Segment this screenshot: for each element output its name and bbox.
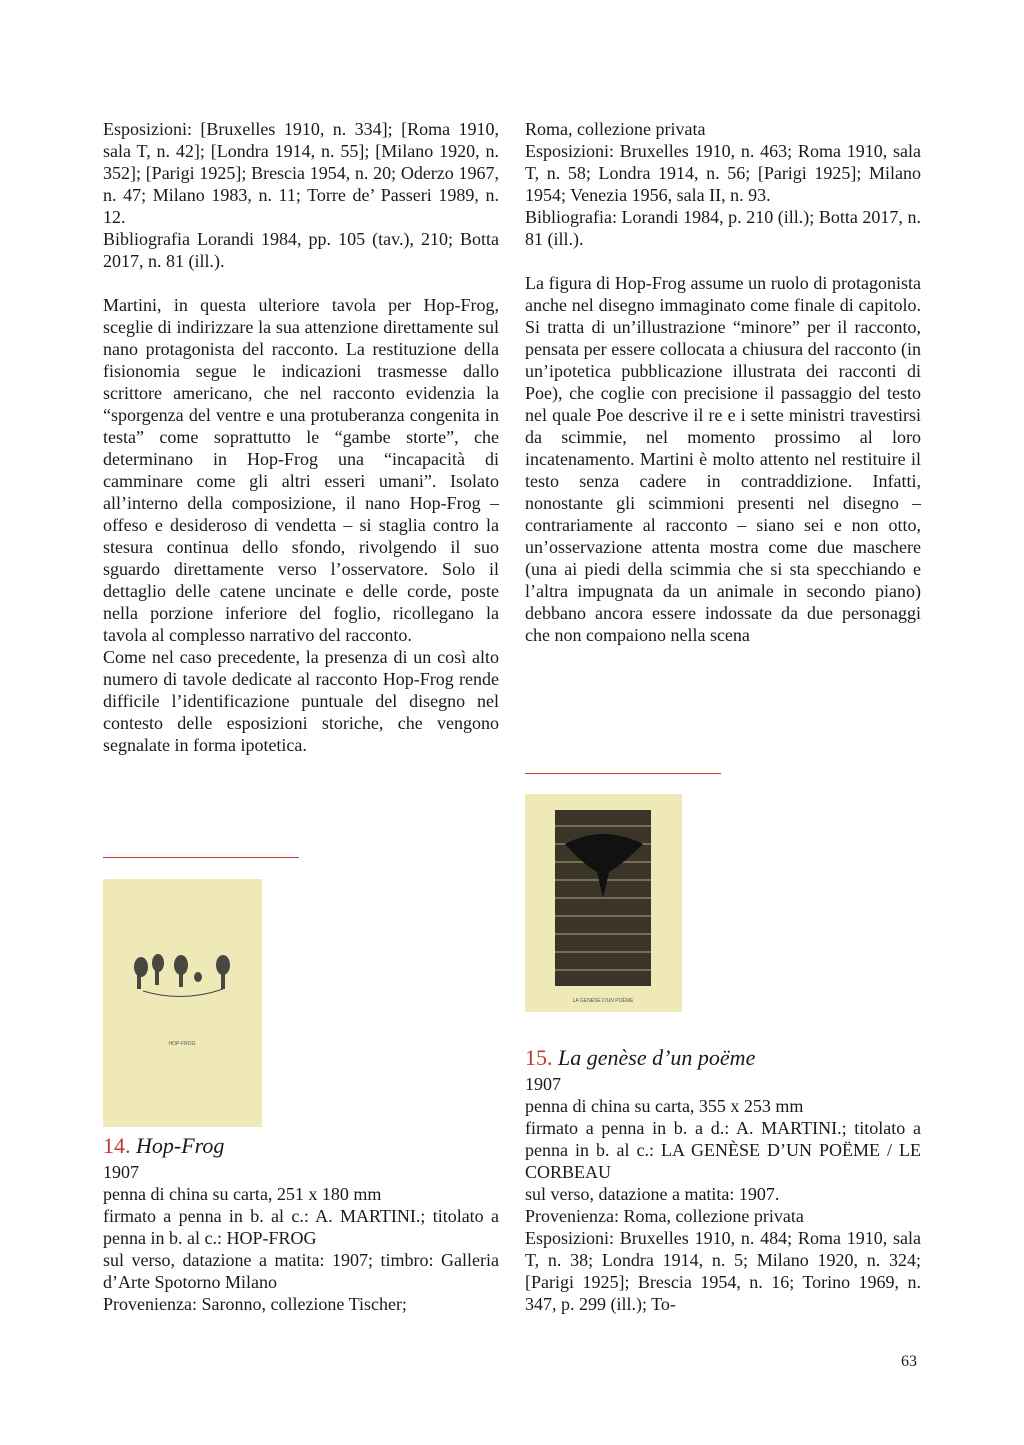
section-divider xyxy=(525,773,721,774)
genese-drawing xyxy=(525,794,682,1012)
entry-14-details xyxy=(103,1161,499,1315)
entry-line: 1907 xyxy=(525,1074,561,1094)
bibliography-text: Bibliografia Lorandi 1984, pp. 105 (tav.), 210; Botta 2017, n. 81 (ill.). xyxy=(103,229,499,271)
exhibitions-text: Esposizioni: Bruxelles 1910, n. 463; Roma 1910, sala T, n. 58; Londra 1914, n. 56; [Parigi 1925]; Milano 1954; Venezia 1956, sala II, n. 93. xyxy=(525,141,921,205)
entry-line: firmato a penna in b. al c.: A. MARTINI.; titolato a penna in b. al c.: HOP-FROG xyxy=(103,1206,499,1248)
entry-number: 14. xyxy=(103,1133,131,1158)
entry-15-details xyxy=(525,1073,921,1315)
left-column xyxy=(103,118,499,756)
entry-title-text: Hop-Frog xyxy=(136,1133,225,1158)
artwork-thumbnail-hop-frog xyxy=(103,879,262,1127)
commentary-text: La figura di Hop-Frog assume un ruolo di protagonista anche nel disegno immaginato come finale di capitolo. Si tratta di un’illustrazione “minore” per il racconto, pensata per essere collocata a chiusura del racconto (in un’ipotetica pubblicazione illustrata dei racconti di Poe), che coglie con precisione il passaggio del testo nel quale Poe descrive il re e i sette ministri travestirsi da scimmie, nel momento prossimo al loro incatenamento. Martini è molto attento nel restituire il testo senza cadere in contraddizione. Infatti, nonostante gli scimmioni presenti nel disegno – contrariamente al racconto – siano sei e non otto, un’osservazione attenta mostra come due maschere (una ai piedi della scimmia che si sta specchiando e l’altra impugnata da un animale in secondo piano) debbano ancora essere indossate da due personaggi che non compaiono nella scena xyxy=(525,273,921,645)
entry-line: Provenienza: Saronno, collezione Tischer; xyxy=(103,1294,407,1314)
entry-line: firmato a penna in b. a d.: A. MARTINI.; titolato a penna in b. al c.: LA GENÈSE D’UN POËME / LE CORBEAU xyxy=(525,1118,921,1182)
entry-number: 15. xyxy=(525,1045,553,1070)
provenance-text: Roma, collezione privata xyxy=(525,119,706,139)
hop-frog-drawing xyxy=(103,879,262,1127)
bibliography-text: Bibliografia: Lorandi 1984, p. 210 (ill.); Botta 2017, n. 81 (ill.). xyxy=(525,207,921,249)
exhibitions-text: Esposizioni: [Bruxelles 1910, n. 334]; [Roma 1910, sala T, n. 42]; [Londra 1914, n. 55]; [Milano 1920, n. 352]; [Parigi 1925]; Brescia 1954, n. 20; Oderzo 1967, n. 47; Milano 1983, n. 11; Torre de’ Passeri 1989, n. 12. xyxy=(103,119,499,227)
section-divider xyxy=(103,857,299,858)
entry-line: Provenienza: Roma, collezione privata xyxy=(525,1206,804,1226)
entry-line: Esposizioni: Bruxelles 1910, n. 484; Roma 1910, sala T, n. 38; Londra 1914, n. 5; Milano 1920, n. 324; [Parigi 1925]; Brescia 1954, n. 16; Torino 1969, n. 347, p. 299 (ill.); To- xyxy=(525,1228,921,1314)
thumb-caption: HOP-FROG xyxy=(168,1041,196,1047)
right-column xyxy=(525,118,921,646)
entry-line: penna di china su carta, 355 x 253 mm xyxy=(525,1096,804,1116)
entry-line: sul verso, datazione a matita: 1907; timbro: Galleria d’Arte Spotorno Milano xyxy=(103,1250,499,1292)
entry-14-title xyxy=(103,1133,224,1159)
page-number: 63 xyxy=(901,1353,917,1370)
entry-line: 1907 xyxy=(103,1162,139,1182)
commentary-text-2: Come nel caso precedente, la presenza di un così alto numero di tavole dedicate al racconto Hop-Frog rende difficile l’identificazione puntuale del disegno nel contesto delle esposizioni storiche, che vengono segnalate in forma ipotetica. xyxy=(103,647,499,755)
entry-line: penna di china su carta, 251 x 180 mm xyxy=(103,1184,382,1204)
thumb-caption: LA GENÈSE D'UN POËME xyxy=(572,998,634,1004)
commentary-text: Martini, in questa ulteriore tavola per Hop-Frog, sceglie di indirizzare la sua attenzione direttamente sul nano protagonista del racconto. La restituzione della fisionomia segue le indicazioni trasmesse dallo scrittore americano, che nel racconto evidenzia la “sporgenza del ventre e una protuberanza congenita in testa” come soprattutto le “gambe storte”, che determinano in Hop-Frog una “incapacità di camminare come gli altri esseri umani”. Isolato all’interno della composizione, il nano Hop-Frog – offeso e desideroso di vendetta – si staglia contro la stesura continua dello sfondo, rivolgendo il suo sguardo direttamente verso l’osservatore. Solo il dettaglio delle catene uncinate e delle corde, poste nella porzione inferiore del foglio, ricollegano la tavola al complesso narrativo del racconto. xyxy=(103,295,499,645)
entry-15-title xyxy=(525,1045,755,1071)
entry-line: sul verso, datazione a matita: 1907. xyxy=(525,1184,780,1204)
entry-title-text: La genèse d’un poëme xyxy=(558,1045,756,1070)
artwork-thumbnail-genese xyxy=(525,794,682,1012)
